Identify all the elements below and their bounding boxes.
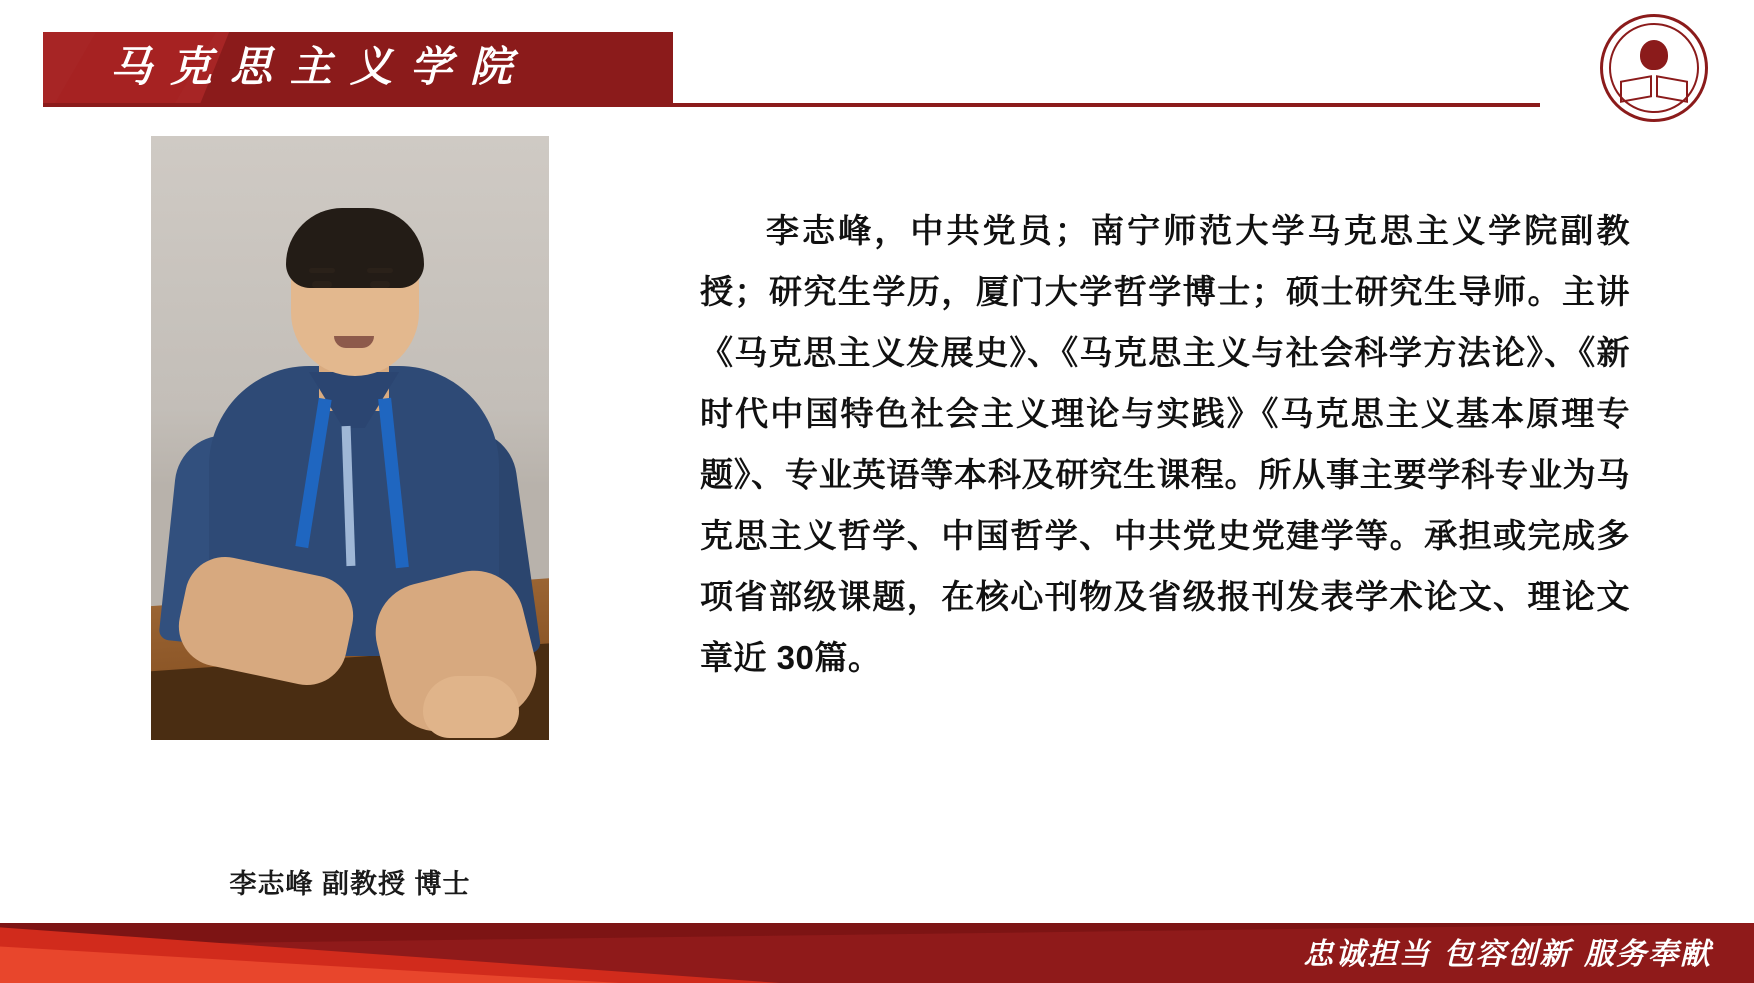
footer-slogan: 忠诚担当 包容创新 服务奉献	[1303, 937, 1712, 972]
photo-eyebrow-left	[309, 268, 335, 273]
seal-portrait-head	[1640, 40, 1668, 70]
university-seal-icon	[1600, 14, 1712, 126]
photo-mouth	[334, 336, 374, 348]
photo-eye-left	[312, 281, 332, 288]
header-rule-right	[660, 103, 1540, 107]
page-title: 马克思主义学院	[110, 42, 531, 91]
seal-open-book-icon	[1620, 74, 1688, 100]
biography-text: 李志峰，中共党员；南宁师范大学马克思主义学院副教授；研究生学历，厦门大学哲学博士；硕士研究生导师。主讲《马克思主义发展史》、《马克思主义与社会科学方法论》、《新时代中国特色社会主义理论与实践》《马克思主义基本原理专题》、专业英语等本科及研究生课程。所从事主要学科专业为马克思主义哲学、中国哲学、中共党史党建学等。承担或完成多项省部级课题，在核心刊物及省级报刊发表学术论文、理论文章近 30篇。	[700, 212, 1630, 676]
photo-eye-right	[370, 281, 390, 288]
slide-footer	[0, 887, 1754, 983]
seal-book-page-left	[1620, 75, 1652, 103]
photo-eyebrow-right	[367, 268, 393, 273]
photo-caption: 李志峰 副教授 博士	[229, 869, 471, 899]
photo-hair	[286, 208, 424, 288]
seal-book-page-right	[1656, 75, 1688, 103]
photo-hand	[423, 676, 519, 738]
slide-header	[0, 0, 1754, 140]
header-rule-left	[43, 103, 663, 107]
portrait-photo	[151, 136, 549, 740]
